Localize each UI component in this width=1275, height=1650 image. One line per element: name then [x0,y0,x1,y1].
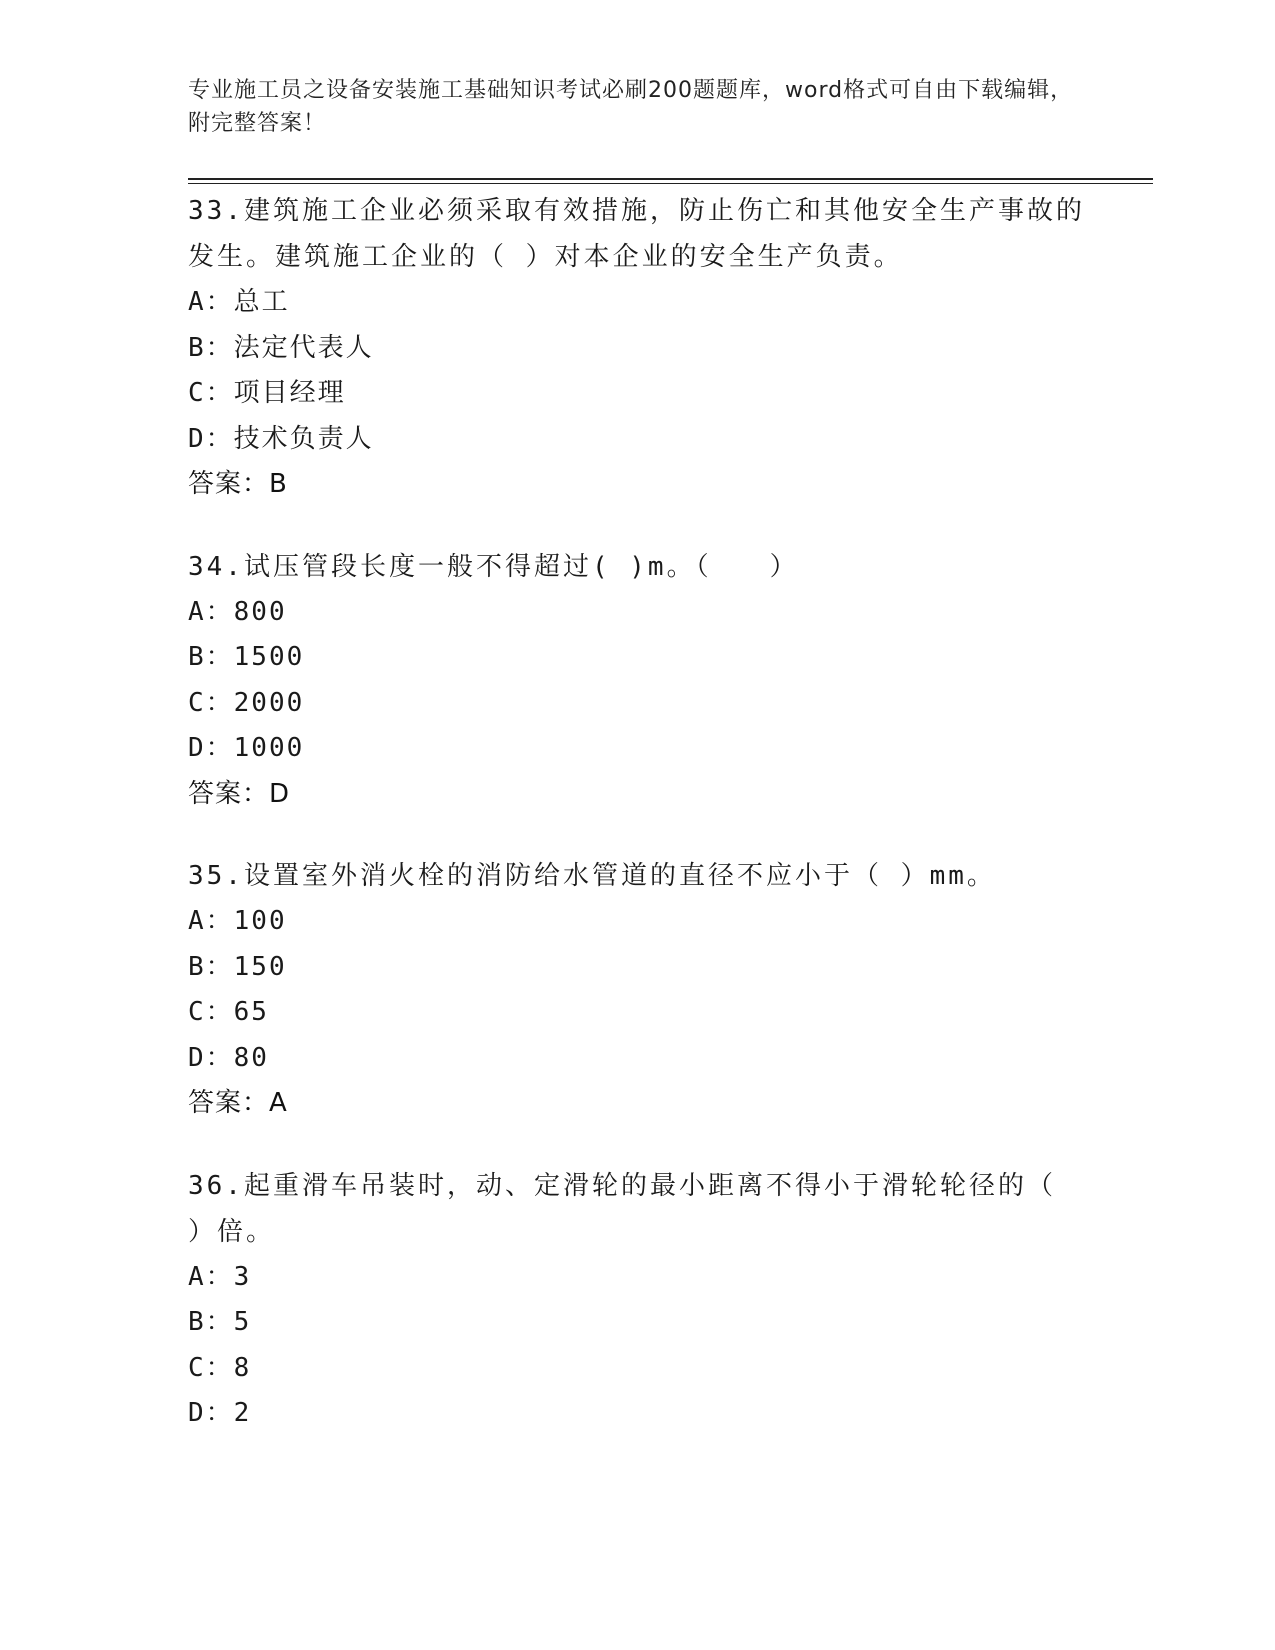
option-a [188,899,1088,945]
header-divider-thin [188,183,1153,184]
document-header: 专业施工员之设备安装施工基础知识考试必刷200题题库，word格式可自由下载编辑，附完整答案！ [188,78,1074,136]
option-key: B： [188,951,234,982]
option-text: 3 [233,1261,252,1292]
option-key: B： [188,1307,234,1337]
option-a [188,280,1088,326]
option-text: 技术负责人 [233,423,374,454]
question-33 [188,188,1088,508]
option-c [188,990,1088,1036]
option-key: C： [188,1352,234,1383]
question-stem: 36.起重滑车吊装时，动、定滑轮的最小距离不得小于滑轮轮径的（ ）倍。 [188,1170,1056,1247]
option-key: A： [188,906,234,936]
answer-line: 答案：A [188,1088,288,1118]
header-divider-thick [188,178,1153,180]
question-35 [188,853,1088,1127]
option-text: 150 [233,951,287,982]
option-a [188,1255,1088,1301]
question-stem: 35.设置室外消火栓的消防给水管道的直径不应小于（ ）mm。 [188,861,996,891]
option-text: 法定代表人 [233,332,374,363]
question-list [188,188,1088,1473]
answer-line: 答案：B [188,469,288,499]
option-c [188,371,1088,417]
option-d [188,726,1088,772]
question-34 [188,544,1088,818]
option-key: B： [188,332,234,363]
option-text: 8 [233,1352,252,1383]
option-key: D： [188,1398,234,1428]
option-text: 800 [233,596,287,627]
option-text: 65 [233,997,269,1027]
option-key: D： [188,423,234,454]
option-key: C： [188,997,234,1027]
option-text: 项目经理 [233,378,346,408]
option-text: 2000 [233,687,305,718]
option-key: A： [188,596,234,627]
option-key: B： [188,642,234,672]
option-key: C： [188,687,234,718]
option-d [188,1036,1088,1082]
answer-line: 答案：D [188,778,291,809]
option-key: D： [188,1042,234,1073]
option-a [188,590,1088,636]
option-b [188,326,1088,372]
option-b [188,1300,1088,1346]
option-text: 5 [233,1307,252,1337]
option-text: 80 [233,1042,269,1073]
question-stem: 33.建筑施工企业必须采取有效措施，防止伤亡和其他安全生产事故的发生。建筑施工企业的（ ）对本企业的安全生产负责。 [188,196,1085,272]
option-d [188,1391,1088,1437]
option-d [188,417,1088,463]
option-text: 总工 [233,287,290,317]
option-c [188,1346,1088,1392]
option-text: 1000 [233,733,305,763]
option-key: A： [188,287,234,317]
option-key: D： [188,733,234,763]
option-text: 2 [233,1398,252,1428]
option-key: C： [188,378,234,408]
option-c [188,681,1088,727]
option-text: 1500 [233,642,305,672]
question-36 [188,1163,1088,1437]
option-b [188,635,1088,681]
option-key: A： [188,1261,234,1292]
option-text: 100 [233,906,287,936]
option-b [188,945,1088,991]
question-stem: 34.试压管段长度一般不得超过( )m。（ ） [188,551,799,582]
